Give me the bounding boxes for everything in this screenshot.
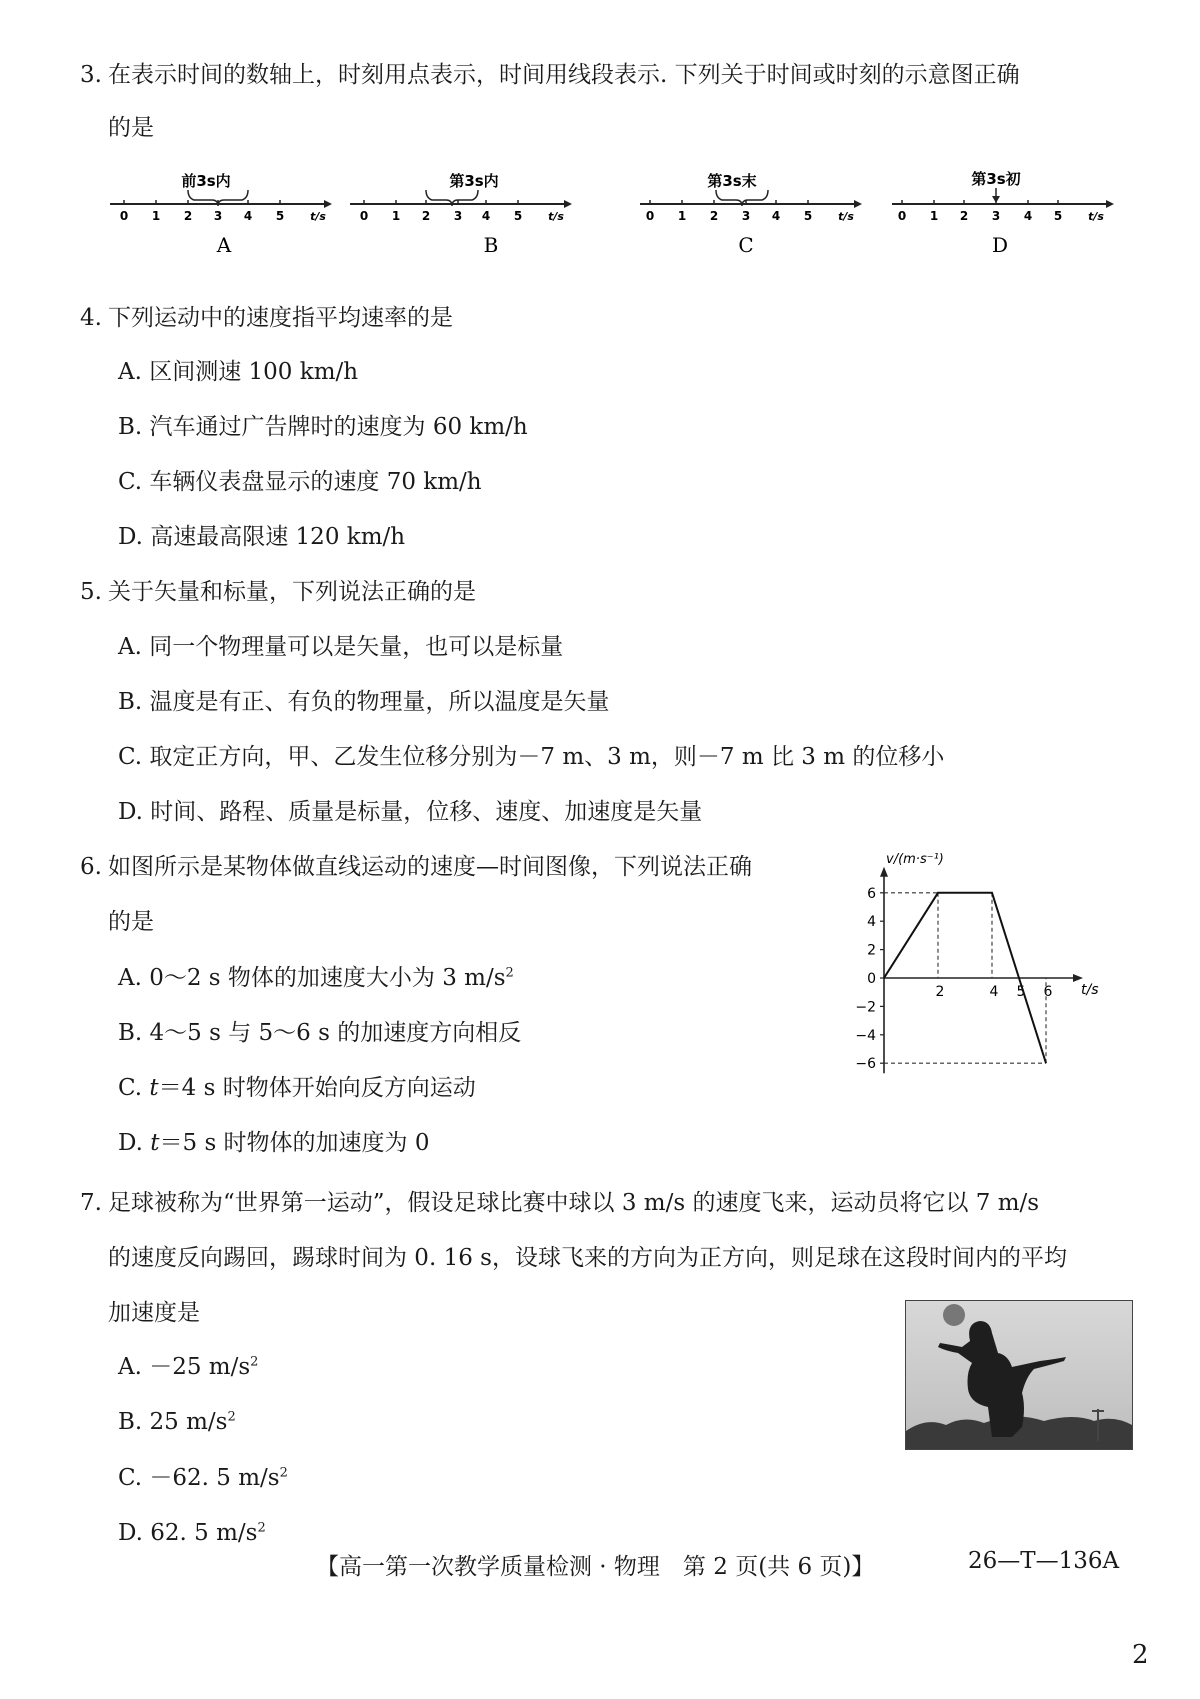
q7-option-b: B. 25 $m/s^2$ [118,1409,236,1435]
q7-option-a: A. －25 $m/s^2$ [118,1354,259,1380]
q5-option-b: B. 温度是有正、有负的物理量，所以温度是矢量 [118,689,610,715]
y-axis-arrow [880,867,888,877]
tick-label: 3 [991,209,1001,223]
tick-label: 5 [275,209,285,223]
tick-label: 2 [959,209,969,223]
diagram-label: 第3s内 [449,172,499,190]
x-tick-label: 6 [1043,984,1053,1000]
x-axis-arrow [1073,974,1083,982]
q7-option-d: D. 62. 5 $m/s^2$ [118,1520,266,1546]
diagram-a [106,160,336,260]
diagram-label: 前3s内 [181,172,231,190]
tick-label: 4 [243,209,253,223]
q3-text-line1: 在表示时间的数轴上，时刻用点表示，时间用线段表示. 下列关于时间或时刻的示意图正确 [108,62,1020,88]
x-tick-label: 4 [989,984,999,1000]
q5-option-d: D. 时间、路程、质量是标量，位移、速度、加速度是矢量 [118,799,703,825]
q5-num: 5. [80,579,102,605]
y-tick-label: 0 [867,971,876,987]
diagram-letter: C [738,233,754,257]
tick-label: 3 [741,209,751,223]
x-tick-label: 2 [935,984,945,1000]
tick-label: 4 [1023,209,1033,223]
q7-text-line1: 足球被称为“世界第一运动”，假设足球比赛中球以 3 m/s 的速度飞来，运动员将它以 7 m/s [108,1190,1040,1216]
q6-option-a: A. 0～2 s 物体的加速度大小为 3 $m/s^2$ [118,965,514,991]
q6-option-b: B. 4～5 s 与 5～6 s 的加速度方向相反 [118,1020,522,1046]
q4-option-c: C. 车辆仪表盘显示的速度 70 km/h [118,469,482,495]
soccer-player-photo [905,1300,1133,1450]
tick-label: 1 [677,209,687,223]
tick-label: 0 [897,209,907,223]
q4-option-d: D. 高速最高限速 120 km/h [118,524,406,550]
y-axis-label: v/(m·s⁻¹) [886,851,944,867]
x-tick-label: 5 [1016,984,1026,1000]
tick-label: 4 [481,209,491,223]
diagram-label: 第3s初 [971,170,1021,188]
axis-unit: t/s [548,210,564,223]
soccer-ball [943,1304,965,1326]
velocity-time-chart [832,848,1142,1093]
tick-label: 1 [929,209,939,223]
q5-text: 关于矢量和标量，下列说法正确的是 [108,579,476,605]
q6-text-line1: 如图所示是某物体做直线运动的速度—时间图像，下列说法正确 [108,854,752,880]
diagram-letter: D [991,233,1009,257]
q6-num: 6. [80,854,102,880]
y-tick-label: 6 [867,885,876,902]
q3-text-line2: 的是 [108,115,154,141]
q6-option-d: D. t＝5 s 时物体的加速度为 0 [118,1130,430,1156]
page-number: 2 [1132,1640,1149,1670]
tick-label: 1 [151,209,161,223]
tick-label: 2 [183,209,193,223]
tick-label: 0 [359,209,369,223]
tick-label: 0 [119,209,129,223]
q7-num: 7. [80,1190,102,1216]
y-tick-label: −6 [855,1056,876,1073]
q7-option-c: C. －62. 5 $m/s^2$ [118,1465,288,1491]
tick-label: 2 [421,209,431,223]
tick-label: 5 [803,209,813,223]
q6-option-c: C. t＝4 s 时物体开始向反方向运动 [118,1075,476,1101]
q7-text-line2: 的速度反向踢回，踢球时间为 0. 16 s，设球飞来的方向为正方向，则足球在这段时间内的平均 [108,1245,1067,1271]
diagram-letter: A [216,233,232,257]
tick-label: 0 [645,209,655,223]
tick-label: 5 [1053,209,1063,223]
tick-label: 2 [709,209,719,223]
tick-label: 3 [453,209,463,223]
tick-label: 4 [771,209,781,223]
y-tick-label: 2 [867,942,876,959]
x-axis-label: t/s [1081,982,1099,998]
diagram-d [888,160,1118,260]
q7-text-line3: 加速度是 [108,1300,200,1326]
axis-unit: t/s [838,210,854,223]
diagram-b [346,160,576,260]
axis-unit: t/s [310,210,326,223]
diagram-letter: B [483,233,499,257]
tick-label: 5 [513,209,523,223]
axis-unit: t/s [1088,210,1104,223]
q5-option-a: A. 同一个物理量可以是矢量，也可以是标量 [118,634,564,660]
q4-text: 下列运动中的速度指平均速率的是 [108,305,453,331]
q5-option-c: C. 取定正方向，甲、乙发生位移分别为－7 m、3 m，则－7 m 比 3 m 的位移小 [118,744,945,770]
diagram-c [636,160,866,260]
diagram-label: 第3s末 [707,172,757,190]
y-tick-label: −2 [855,999,876,1016]
q4-num: 4. [80,305,102,331]
y-tick-label: −4 [855,1027,876,1044]
footer-code: 26—T—136A [968,1548,1120,1574]
q3-num: 3. [80,62,102,88]
tick-label: 3 [213,209,223,223]
q4-option-a: A. 区间测速 100 km/h [118,359,359,385]
footer-title: 【高一第一次教学质量检测 · 物理 第 2 页(共 6 页)】 [316,1554,875,1580]
q6-text-line2: 的是 [108,909,154,935]
q4-option-b: B. 汽车通过广告牌时的速度为 60 km/h [118,414,528,440]
tick-label: 1 [391,209,401,223]
y-tick-label: 4 [867,914,876,931]
